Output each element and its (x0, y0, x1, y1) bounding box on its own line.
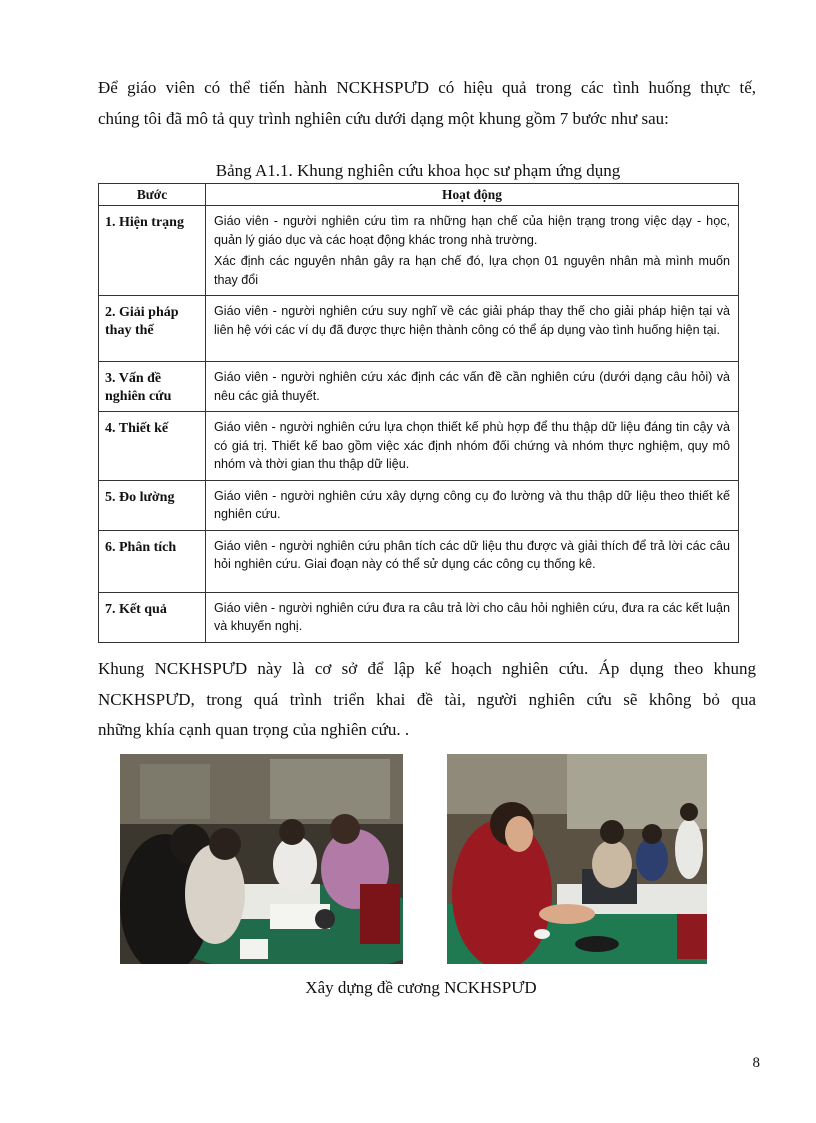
workshop-photo-left (120, 754, 403, 964)
step-cell: 6. Phân tích (99, 530, 206, 592)
activity-text: Xác định các nguyên nhân gây ra hạn chế đó, lựa chọn 01 nguyên nhân mà mình muốn thay đổi (214, 254, 730, 287)
summary-paragraph (98, 654, 756, 746)
step-cell: 4. Thiết kế (99, 412, 206, 481)
photo-caption: Xây dựng đề cương NCKHSPƯD (305, 978, 537, 997)
table-row (99, 592, 739, 642)
step-cell: 7. Kết quả (99, 592, 206, 642)
table-caption: Bảng A1.1. Khung nghiên cứu khoa học sư phạm ứng dụng (215, 161, 621, 180)
table-row (99, 530, 739, 592)
summary-line: NCKHSPƯD, trong quá trình triển khai đề tài, người nghiên cứu sẽ không bỏ qua (98, 689, 756, 709)
table-row (99, 296, 739, 362)
workshop-photo-right-image (447, 754, 707, 964)
activity-cell (206, 592, 739, 642)
header-step: Bước (99, 184, 206, 206)
activity-cell (206, 206, 739, 296)
activity-cell (206, 362, 739, 412)
intro-line: chúng tôi đã mô tả quy trình nghiên cứu dưới dạng một khung gồm 7 bước như sau: (98, 109, 669, 128)
workshop-photo-right (447, 754, 707, 964)
summary-line: những khía cạnh quan trọng của nghiên cứu. . (98, 720, 410, 739)
activity-text: Giáo viên - người nghiên cứu lựa chọn thiết kế phù hợp để thu thập dữ liệu đáng tin cậy và có giá trị. Thiết kế bao gồm việc xác định nhóm đối chứng và nhóm thực nghiệm, quy mô nhóm và thời gian thu thập dữ liệu. (214, 420, 730, 471)
table-row (99, 206, 739, 296)
activity-cell (206, 412, 739, 481)
activity-text: Giáo viên - người nghiên cứu suy nghĩ về các giải pháp thay thế cho giải pháp hiện tại và liên hệ với các ví dụ đã được thực hiện thành công có thể áp dụng vào tình huống hiện tại. (214, 304, 730, 337)
step-cell: 3. Vấn đề nghiên cứu (99, 362, 206, 412)
activity-text: Giáo viên - người nghiên cứu đưa ra câu trả lời cho câu hỏi nghiên cứu, đưa ra các kết luận và khuyến nghị. (214, 600, 730, 633)
activity-cell (206, 480, 739, 530)
table-row (99, 412, 739, 481)
table-row (99, 362, 739, 412)
intro-line: Để giáo viên có thể tiến hành NCKHSPƯD có hiệu quả trong các tình huống thực tế, (98, 78, 756, 97)
step-cell: 2. Giải pháp thay thế (99, 296, 206, 362)
activity-text: Giáo viên - người nghiên cứu xây dựng công cụ đo lường và thu thập dữ liệu theo thiết kế nghiên cứu. (214, 488, 730, 521)
activity-text: Giáo viên - người nghiên cứu xác định các vấn đề cần nghiên cứu (dưới dạng câu hỏi) và nêu các giả thuyết. (214, 370, 730, 403)
activity-cell (206, 296, 739, 362)
step-cell: 5. Đo lường (99, 480, 206, 530)
intro-paragraph (98, 72, 756, 134)
activity-text: Giáo viên - người nghiên cứu tìm ra những hạn chế của hiện trạng trong việc dạy - học, quản lý giáo dục và các hoạt động khác trong nhà trường. (214, 214, 730, 247)
research-framework-table (98, 183, 739, 643)
activity-cell (206, 530, 739, 592)
workshop-photo-left-image (120, 754, 403, 964)
step-cell: 1. Hiện trạng (99, 206, 206, 296)
table-header-row (99, 184, 739, 206)
activity-text: Giáo viên - người nghiên cứu phân tích các dữ liệu thu được và giải thích để trả lời các câu hỏi nghiên cứu. Giai đoạn này có thể sử dụng các công cụ thống kê. (214, 538, 730, 571)
header-activity: Hoạt động (206, 184, 739, 206)
summary-line: Khung NCKHSPƯD này là cơ sở để lập kế hoạch nghiên cứu. Áp dụng theo khung (98, 659, 756, 678)
page-number: 8 (752, 1055, 760, 1071)
table-row (99, 480, 739, 530)
